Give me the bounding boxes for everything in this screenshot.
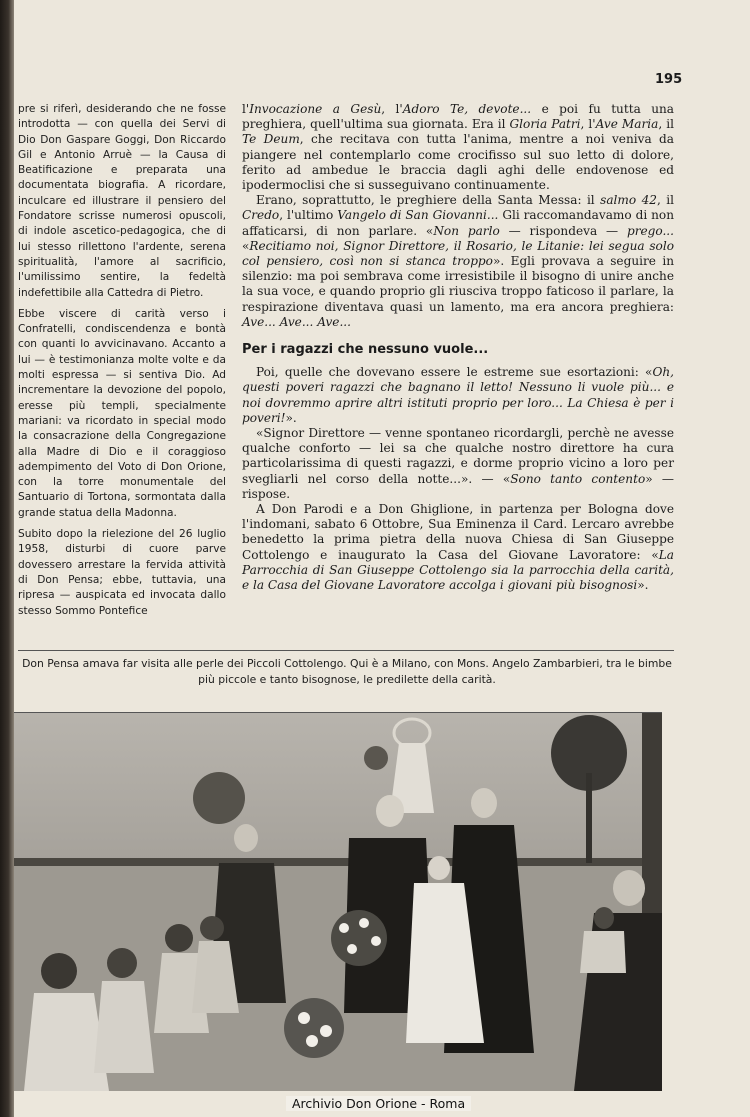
divider xyxy=(18,650,674,651)
left-column xyxy=(18,102,226,625)
left-paragraph: Subito dopo la rielezione del 26 luglio 1958, disturbi di cuore parve dovessero arrestare la fervida attività di Don Pensa; ebbe, tuttavia, una ripresa — auspicata ed invocata dallo stesso Sommo Pontefice xyxy=(18,528,226,617)
section-heading: Per i ragazzi che nessuno vuole... xyxy=(242,342,489,358)
photo-illustration xyxy=(14,713,662,1091)
left-paragraph: pre si riferì, desiderando che ne fosse introdotta — con quella dei Servi di Dio Don Gaspare Goggi, Don Riccardo Gil e Antonio Arruè — la Causa di Beatificazione e preparata una documentata biografia. A ricordare, inculcare ed illustrare il pensiero del Fondatore scrisse numerosi opuscoli, di indole ascetico-pedagogica, che di lui stesso rillettono l'ardente, serena spiritualità, l'amore al sacrificio, l'umilissimo sentire, la fedeltà indefettibile alla Cattedra di Pietro. xyxy=(18,103,226,299)
right-paragraph: Erano, soprattutto, le preghiere della Santa Messa: il salmo 42, il Credo, l'ultimo Vangelo di San Giovanni... Gli raccomandavamo di non affaticarsi, di non parlare. «Non parlo — rispondeva — prego... «Recitiamo noi, Signor Direttore, il Rosario, le Litanie: lei segua solo col pensiero, così non si stanca troppo». Egli provava a seguire in silenzio: ma poi sembrava come irresistibile il bisogno di unire anche la sua voce, e quando proprio gli riusciva troppo faticoso il parlare, la respirazione diventava quasi un lamento, ma era ancora preghiera: Ave... Ave... Ave... xyxy=(242,193,674,329)
archive-footer: Archivio Don Orione - Roma xyxy=(286,1096,471,1111)
page-number: 195 xyxy=(655,72,683,87)
right-column xyxy=(242,102,674,593)
photograph xyxy=(14,712,662,1091)
left-paragraph: Ebbe viscere di carità verso i Confratelli, condiscendenza e bontà con quanti lo avvicinavano. Accanto a lui — è testimonianza molte volte e da molti espressa — si sentiva Dio. Ad incrementare la devozione del popolo, eresse più templi, specialmente mariani: va ricordato in special modo la consacrazione della Congregazione alla Madre di Dio e il coraggioso adempimento del Voto di Don Orione, con la torre monumentale del Santuario di Tortona, sormontata dalla grande statua della Madonna. xyxy=(18,307,226,519)
book-binding xyxy=(0,0,14,1117)
right-paragraph: «Signor Direttore — venne spontaneo ricordargli, perchè ne avesse qualche conforto — lei sa che qualche nostro direttore ha cura particolarissima di questi ragazzi, e dorme proprio vicino a loro per svegliarli nel corso della notte...». — «Sono tanto contento» — rispose. xyxy=(242,426,675,501)
photo-caption: Don Pensa amava far visita alle perle dei Piccoli Cottolengo. Qui è a Milano, con Mons. Angelo Zambarbieri, tra le bimbe più piccole e tanto bisognose, le predilette della carità. xyxy=(22,657,672,686)
right-paragraph: l'Invocazione a Gesù, l'Adoro Te, devote... e poi fu tutta una preghiera, quell'ultima sua giornata. Era il Gloria Patri, l'Ave Maria, il Te Deum, che recitava con tutta l'anima, mentre a noi veniva da piangere nel contemplarlo come crocifisso sul suo letto di dolore, ferito ad ambedue le braccia dagli aghi delle endovenose ed ipodermoclisi che si susseguivano continuamente. xyxy=(242,102,675,193)
right-paragraph: A Don Parodi e a Don Ghiglione, in partenza per Bologna dove l'indomani, sabato 6 Ottobre, Sua Eminenza il Card. Lercaro avrebbe benedetto la prima pietra della nuova Chiesa di San Giuseppe Cottolengo e inaugurato la Casa del Giovane Lavoratore: «La Parrocchia di San Giuseppe Cottolengo sia la parrocchia della carità, e la Casa del Giovane Lavoratore accolga i giovani più bisognosi». xyxy=(242,502,674,593)
right-paragraph: Poi, quelle che dovevano essere le estreme sue esortazioni: «Oh, questi poveri ragazzi che bagnano il letto! Nessuno li vuole più... e noi dovremmo aprire altri istituti proprio per loro... La Chiesa è per i poveri!». xyxy=(242,365,674,425)
